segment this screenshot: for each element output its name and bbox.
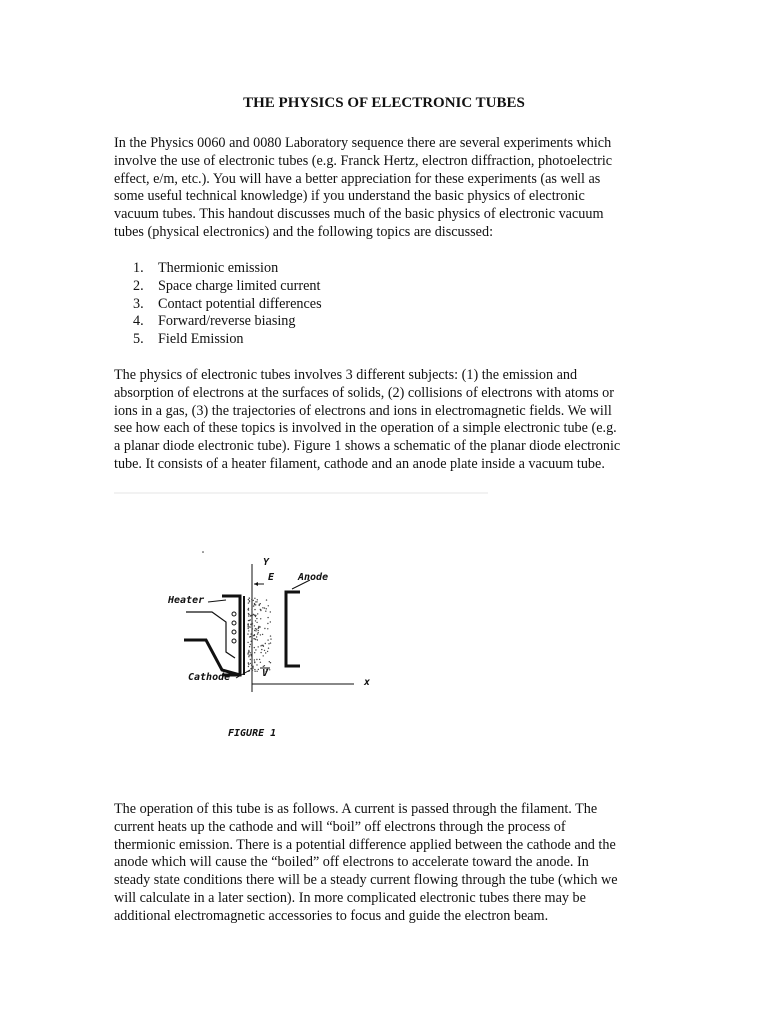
electron-dot [265, 611, 266, 612]
list-number: 5. [133, 331, 144, 348]
electron-dot [263, 666, 264, 667]
electron-dot [247, 642, 248, 643]
electron-dot [249, 646, 250, 647]
electron-dot [248, 666, 249, 667]
electron-dot [249, 598, 250, 599]
electron-dot [266, 608, 267, 609]
electron-dot [259, 605, 260, 606]
electron-dot [257, 613, 258, 614]
cathode-plate [222, 596, 240, 675]
electron-dot [249, 655, 250, 656]
electron-dot [254, 598, 255, 599]
electron-cloud [247, 597, 271, 672]
electron-dot [264, 650, 265, 651]
electron-dot [250, 623, 251, 624]
heater-label: Heater [168, 595, 205, 606]
electron-dot [258, 646, 259, 647]
electron-dot [254, 647, 255, 648]
text-line: absorption of electrons at the surfaces of solids, (2) collisions of electrons with atoms or [114, 384, 614, 401]
text-line: see how each of these topics is involved in the operation of a simple electronic tube (e.g. [114, 420, 617, 437]
electron-dot [254, 669, 255, 670]
list-number: 4. [133, 313, 144, 330]
document-title: THE PHYSICS OF ELECTRONIC TUBES [243, 95, 525, 111]
electron-dot [256, 671, 257, 672]
electron-dot [270, 642, 271, 643]
text-line: will calculate in a later section). In more complicated electronic tubes there may be [114, 889, 586, 906]
list-item [114, 331, 322, 349]
stray-dot [202, 551, 204, 553]
electron-dot [249, 626, 250, 627]
text-line: anode which will cause the “boiled” off electrons to accelerate toward the anode. In [114, 854, 589, 871]
electron-dot [267, 639, 268, 640]
electron-dot [269, 661, 270, 662]
electron-dot [248, 630, 249, 631]
text-line: some useful technical knowledge) if you understand the basic physics of electronic [114, 188, 585, 205]
electron-dot [260, 634, 261, 635]
electron-dot [248, 613, 249, 614]
field-arrowhead [254, 582, 258, 586]
electron-dot [270, 638, 271, 639]
anode-plate [286, 592, 300, 666]
electron-dot [250, 644, 251, 645]
electron-dot [252, 666, 253, 667]
electron-dot [254, 671, 255, 672]
electron-dot [248, 615, 249, 616]
electron-dot [265, 643, 266, 644]
electron-dot [256, 664, 257, 665]
electron-dot [269, 669, 270, 670]
electron-dot [267, 623, 268, 624]
list-item-text: Space charge limited current [158, 277, 321, 294]
electron-dot [252, 628, 253, 629]
electron-dot [248, 609, 249, 610]
electron-dot [247, 633, 248, 634]
electron-dot [270, 611, 271, 612]
electron-dot [248, 623, 249, 624]
electron-dot [258, 669, 259, 670]
electron-dot [254, 604, 255, 605]
list-item [114, 296, 322, 314]
electron-dot [262, 634, 263, 635]
electron-dot [256, 636, 257, 637]
electron-dot [257, 599, 258, 600]
electron-dot [270, 635, 271, 636]
cathode-label: Cathode [188, 672, 231, 683]
electron-dot [255, 620, 256, 621]
electron-dot [255, 649, 256, 650]
subjects-paragraph [114, 367, 654, 474]
list-item [114, 260, 322, 278]
electron-dot [259, 659, 260, 660]
electron-dot [260, 652, 261, 653]
electron-dot [256, 622, 257, 623]
cathode-lead [184, 640, 240, 675]
text-line: additional electromagnetic accessories to focus and guide the electron beam. [114, 907, 549, 924]
electron-dot [248, 620, 249, 621]
figure-caption: FIGURE 1 [228, 728, 277, 739]
text-line: steady state conditions there will be a steady current flowing through the tube (which we [114, 872, 618, 889]
electron-dot [261, 645, 262, 646]
text-line: thermionic emission. There is a potential difference applied between the cathode and the [114, 836, 616, 853]
electron-dot [270, 621, 271, 622]
electron-dot [268, 605, 269, 606]
electron-dot [254, 659, 255, 660]
text-line: The operation of this tube is as follows. A current is passed through the filament. The [114, 801, 598, 817]
electron-dot [257, 633, 258, 634]
electron-dot [257, 639, 258, 640]
electron-dot [248, 663, 249, 664]
electron-dot [255, 604, 256, 605]
electron-dot [250, 659, 251, 660]
topics-list [114, 260, 322, 349]
electron-dot [265, 652, 266, 653]
electron-dot [263, 655, 264, 656]
electron-dot [267, 651, 268, 652]
electron-dot [256, 659, 257, 660]
electron-dot [252, 614, 253, 615]
electron-dot [254, 661, 255, 662]
electron-dot [264, 607, 265, 608]
electron-dot [250, 663, 251, 664]
electron-dot [248, 602, 249, 603]
filament-coil [232, 630, 236, 634]
electron-dot [248, 599, 249, 600]
electron-dot [250, 636, 251, 637]
electron-dot [250, 615, 251, 616]
electron-dot [256, 618, 257, 619]
electron-dot [250, 652, 251, 653]
electron-dot [249, 600, 250, 601]
text-line: effect, e/m, etc.). You will have a better appreciation for these experiments (as well as [114, 170, 601, 187]
anode-label: Anode [298, 572, 329, 583]
electron-dot [258, 632, 259, 633]
list-item-text: Thermionic emission [158, 260, 279, 276]
list-number: 1. [133, 260, 144, 276]
electron-dot [253, 635, 254, 636]
electron-dot [251, 609, 252, 610]
electron-dot [253, 614, 254, 615]
list-item-text: Field Emission [158, 331, 244, 348]
electron-dot [260, 618, 261, 619]
list-item-text: Contact potential differences [158, 295, 322, 312]
electron-dot [258, 630, 259, 631]
text-line: current heats up the cathode and will “boil” off electrons through the process of [114, 818, 566, 835]
list-item [114, 313, 322, 331]
electron-dot [253, 605, 254, 606]
electron-dot [260, 610, 261, 611]
electron-dot [268, 643, 269, 644]
list-item [114, 278, 322, 296]
heater-pointer [208, 600, 226, 602]
electron-dot [258, 626, 259, 627]
text-line: In the Physics 0060 and 0080 Laboratory sequence there are several experiments which [114, 135, 612, 151]
electron-dot [255, 601, 256, 602]
list-number: 3. [133, 295, 144, 312]
electron-dot [251, 599, 252, 600]
electron-dot [250, 641, 251, 642]
electron-dot [266, 599, 267, 600]
text-line: involve the use of electronic tubes (e.g. Franck Hertz, electron diffraction, photoelectric [114, 152, 613, 169]
heater-filament [186, 612, 226, 630]
electron-dot [268, 648, 269, 649]
text-line: The physics of electronic tubes involves 3 different subjects: (1) the emission and [114, 367, 578, 383]
text-line: vacuum tubes. This handout discusses much of the basic physics of electronic vacuum [114, 206, 604, 223]
electron-dot [248, 664, 249, 665]
intro-paragraph [114, 135, 654, 242]
electron-dot [256, 629, 257, 630]
electron-dot [267, 617, 268, 618]
electron-dot [255, 628, 256, 629]
electron-dot [254, 609, 255, 610]
electron-dot [264, 628, 265, 629]
electron-dot [248, 626, 249, 627]
electron-dot [251, 622, 252, 623]
electron-dot [254, 625, 255, 626]
list-number: 2. [133, 277, 144, 294]
electron-dot [248, 656, 249, 657]
electron-dot [254, 630, 255, 631]
electron-dot [253, 667, 254, 668]
velocity-label: V [262, 668, 269, 679]
x-axis-label: x [364, 677, 371, 688]
filament-coil [232, 612, 236, 616]
text-line: tubes (physical electronics) and the following topics are discussed: [114, 223, 494, 240]
electron-dot [261, 649, 262, 650]
electron-dot [253, 600, 254, 601]
electron-dot [251, 665, 252, 666]
electron-dot [252, 670, 253, 671]
electron-dot [248, 628, 249, 629]
operation-paragraph [114, 801, 654, 926]
electron-dot [260, 662, 261, 663]
electron-dot [248, 625, 249, 626]
electron-dot [267, 628, 268, 629]
electron-dot [250, 654, 251, 655]
figure-planar-diode [114, 492, 488, 764]
filament-coil [232, 621, 236, 625]
electron-dot [256, 601, 257, 602]
planar-diode-diagram [114, 492, 488, 764]
electron-dot [248, 608, 249, 609]
electron-dot [259, 626, 260, 627]
electron-dot [255, 616, 256, 617]
y-axis-label: Y [263, 557, 270, 568]
field-label: E [268, 572, 275, 583]
text-line: tube. It consists of a heater filament, cathode and an anode plate inside a vacuum tube. [114, 455, 605, 472]
electron-dot [270, 662, 271, 663]
list-item-text: Forward/reverse biasing [158, 313, 296, 330]
text-line: ions in a gas, (3) the trajectories of electrons and ions in electromagnetic fields. We will [114, 402, 612, 419]
text-line: a planar diode electronic tube). Figure 1 shows a schematic of the planar diode electronic [114, 438, 621, 455]
electron-dot [250, 668, 251, 669]
electron-dot [255, 630, 256, 631]
electron-dot [254, 638, 255, 639]
electron-dot [248, 650, 249, 651]
filament-coil [232, 639, 236, 643]
electron-dot [262, 607, 263, 608]
electron-dot [250, 633, 251, 634]
electron-dot [254, 652, 255, 653]
